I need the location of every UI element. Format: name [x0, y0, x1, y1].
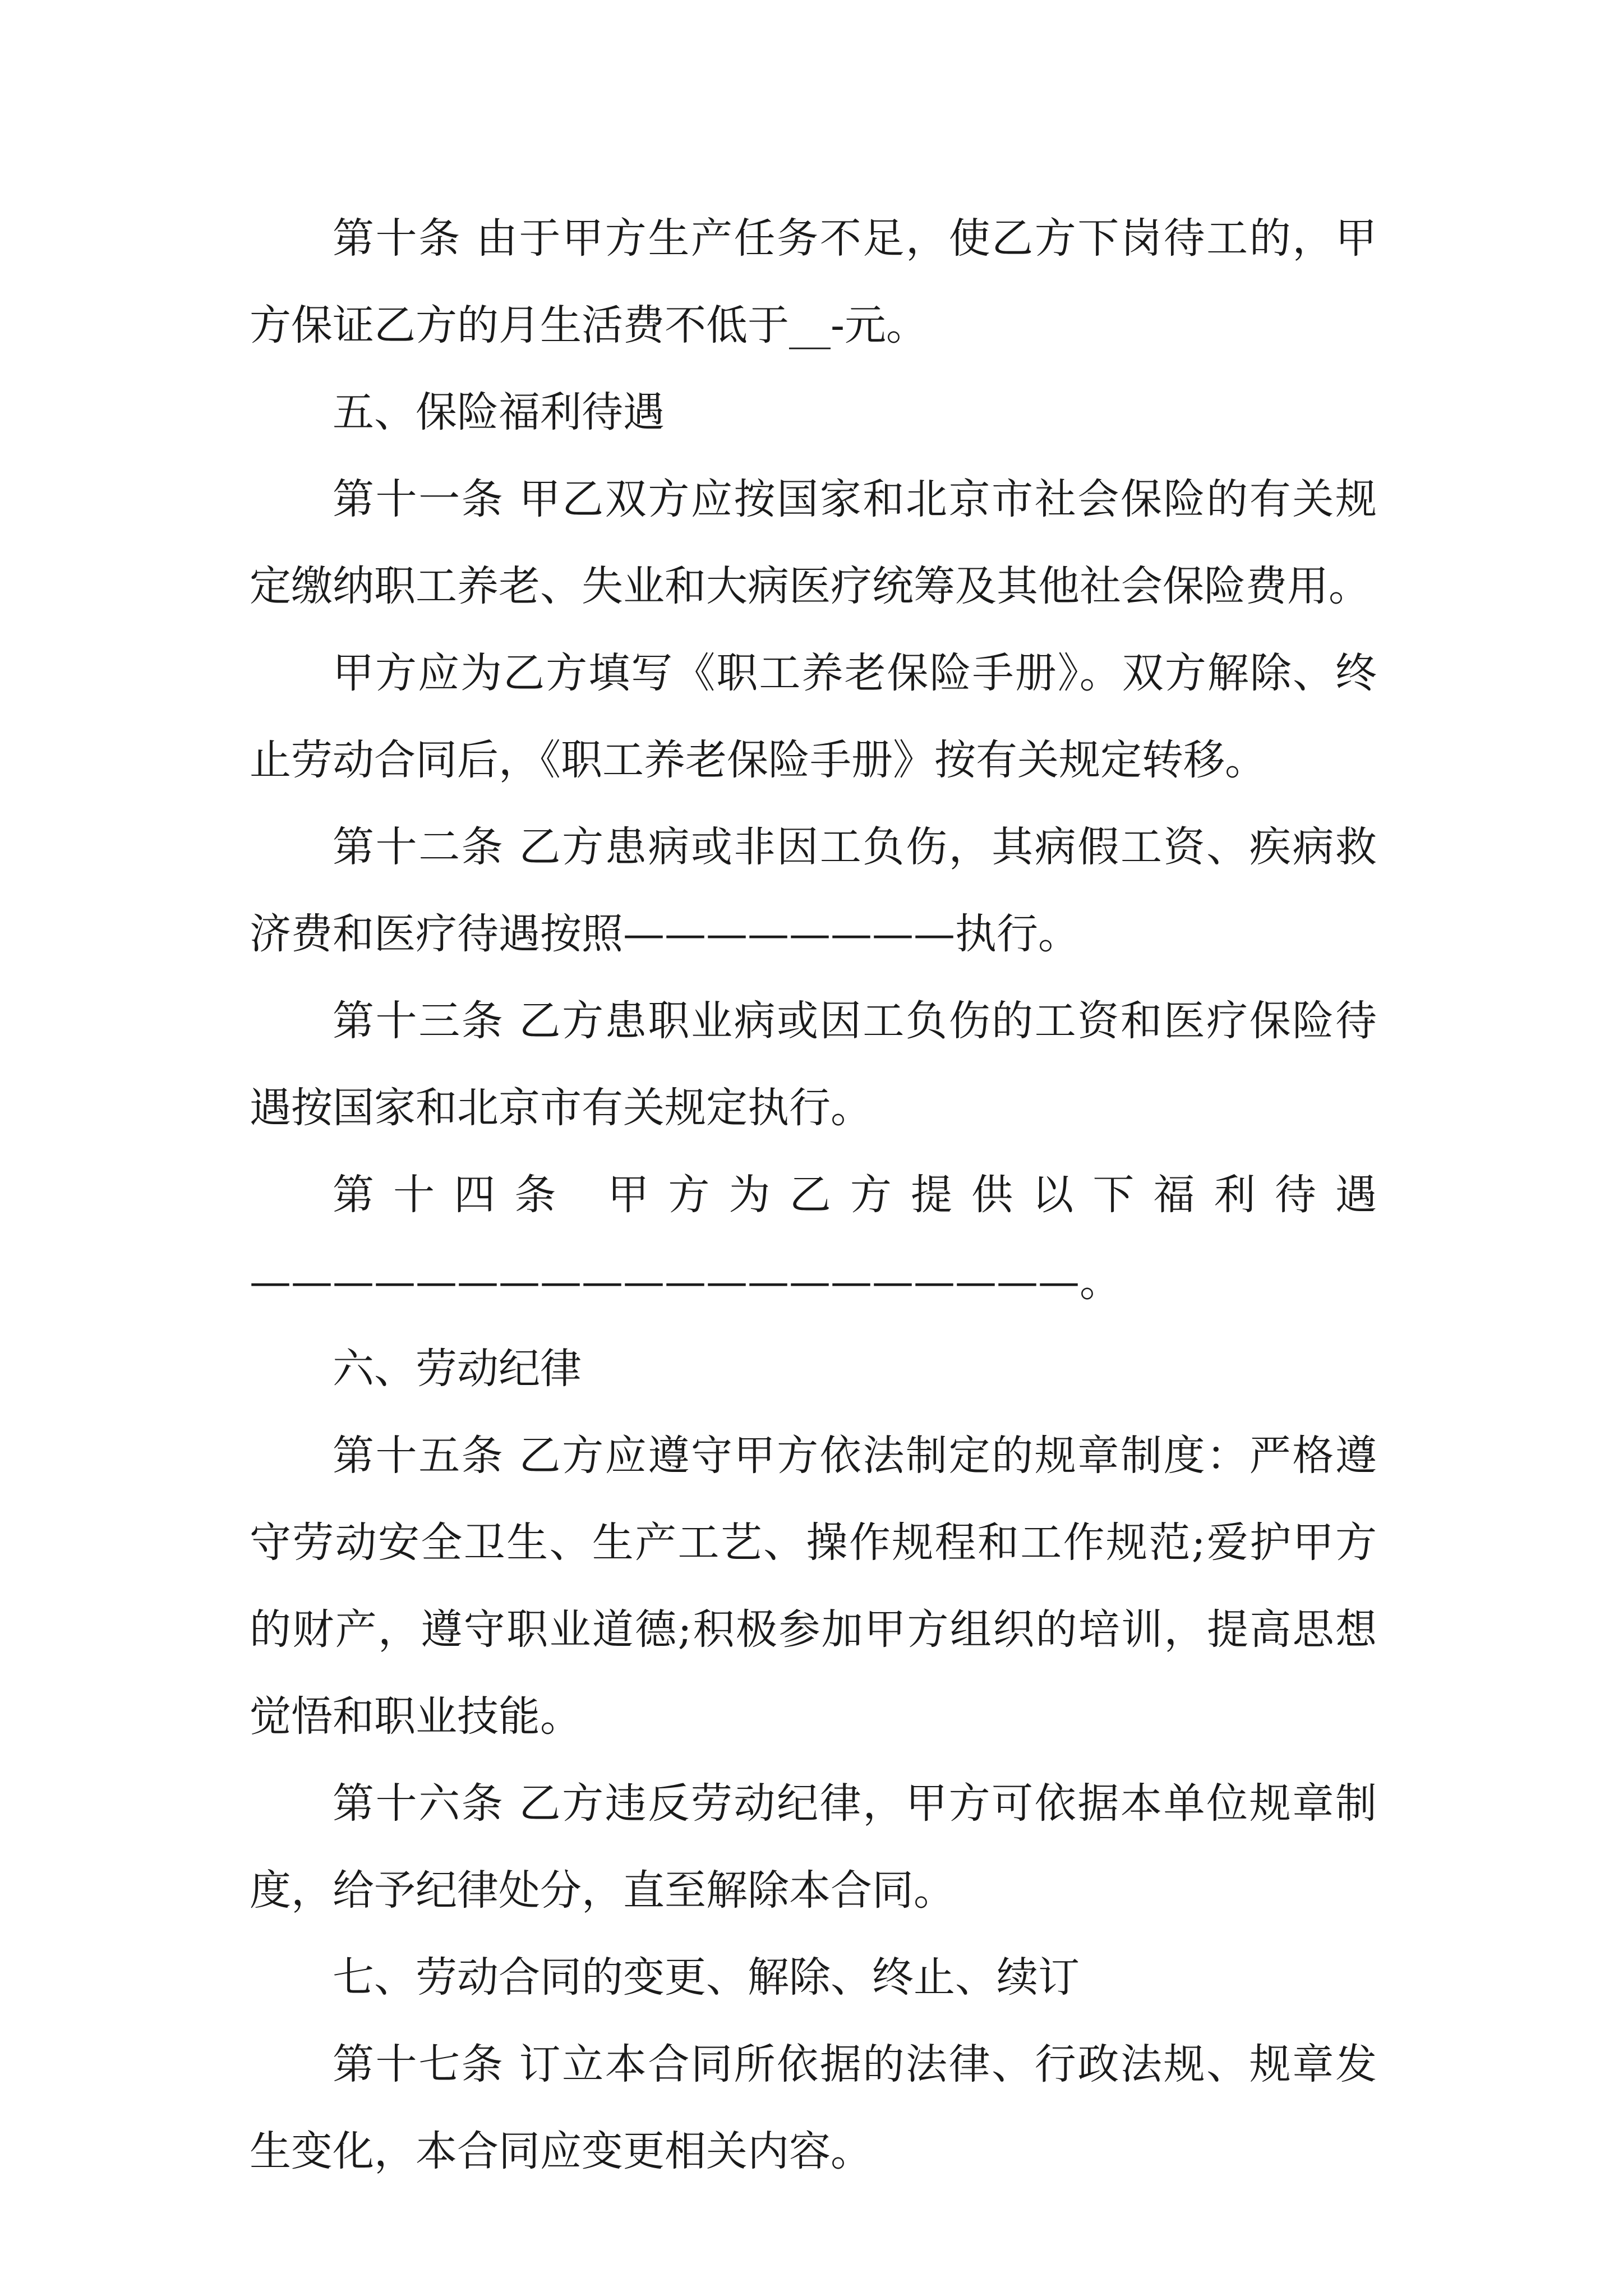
- article-11: 第十一条 甲乙双方应按国家和北京市社会保险的有关规定缴纳职工养老、失业和大病医疗统筹及其他社会保险费用。: [250, 475, 1377, 610]
- article-17: 第十七条 订立本合同所依据的法律、行政法规、规章发生变化，本合同应变更相关内容。: [250, 2040, 1377, 2175]
- document-body: [250, 195, 1377, 2195]
- section-heading-contract-changes: 七、劳动合同的变更、解除、终止、续订: [333, 1953, 1080, 2001]
- article-13: 第十三条 乙方患职业病或因工负伤的工资和医疗保险待遇按国家和北京市有关规定执行。: [250, 997, 1377, 1132]
- article-10: 第十条 由于甲方生产任务不足，使乙方下岗待工的，甲方保证乙方的月生活费不低于__-元。: [250, 214, 1377, 349]
- article-14: 第十四条 甲方为乙方提供以下福利待遇————————————————————。: [250, 1171, 1377, 1306]
- section-heading-insurance-welfare: 五、保险福利待遇: [333, 388, 665, 436]
- article-16: 第十六条 乙方违反劳动纪律，甲方可依据本单位规章制度，给予纪律处分，直至解除本合同。: [250, 1779, 1377, 1915]
- article-11-pension-handbook: 甲方应为乙方填写《职工养老保险手册》。双方解除、终止劳动合同后，《职工养老保险手册》按有关规定转移。: [250, 649, 1377, 784]
- article-15: 第十五条 乙方应遵守甲方依法制定的规章制度：严格遵守劳动安全卫生、生产工艺、操作规程和工作规范;爱护甲方的财产，遵守职业道德;积极参加甲方组织的培训，提高思想觉悟和职业技能。: [250, 1432, 1377, 1741]
- section-heading-labor-discipline: 六、劳动纪律: [333, 1345, 582, 1393]
- article-12: 第十二条 乙方患病或非因工负伤，其病假工资、疾病救济费和医疗待遇按照————————执行。: [250, 823, 1377, 958]
